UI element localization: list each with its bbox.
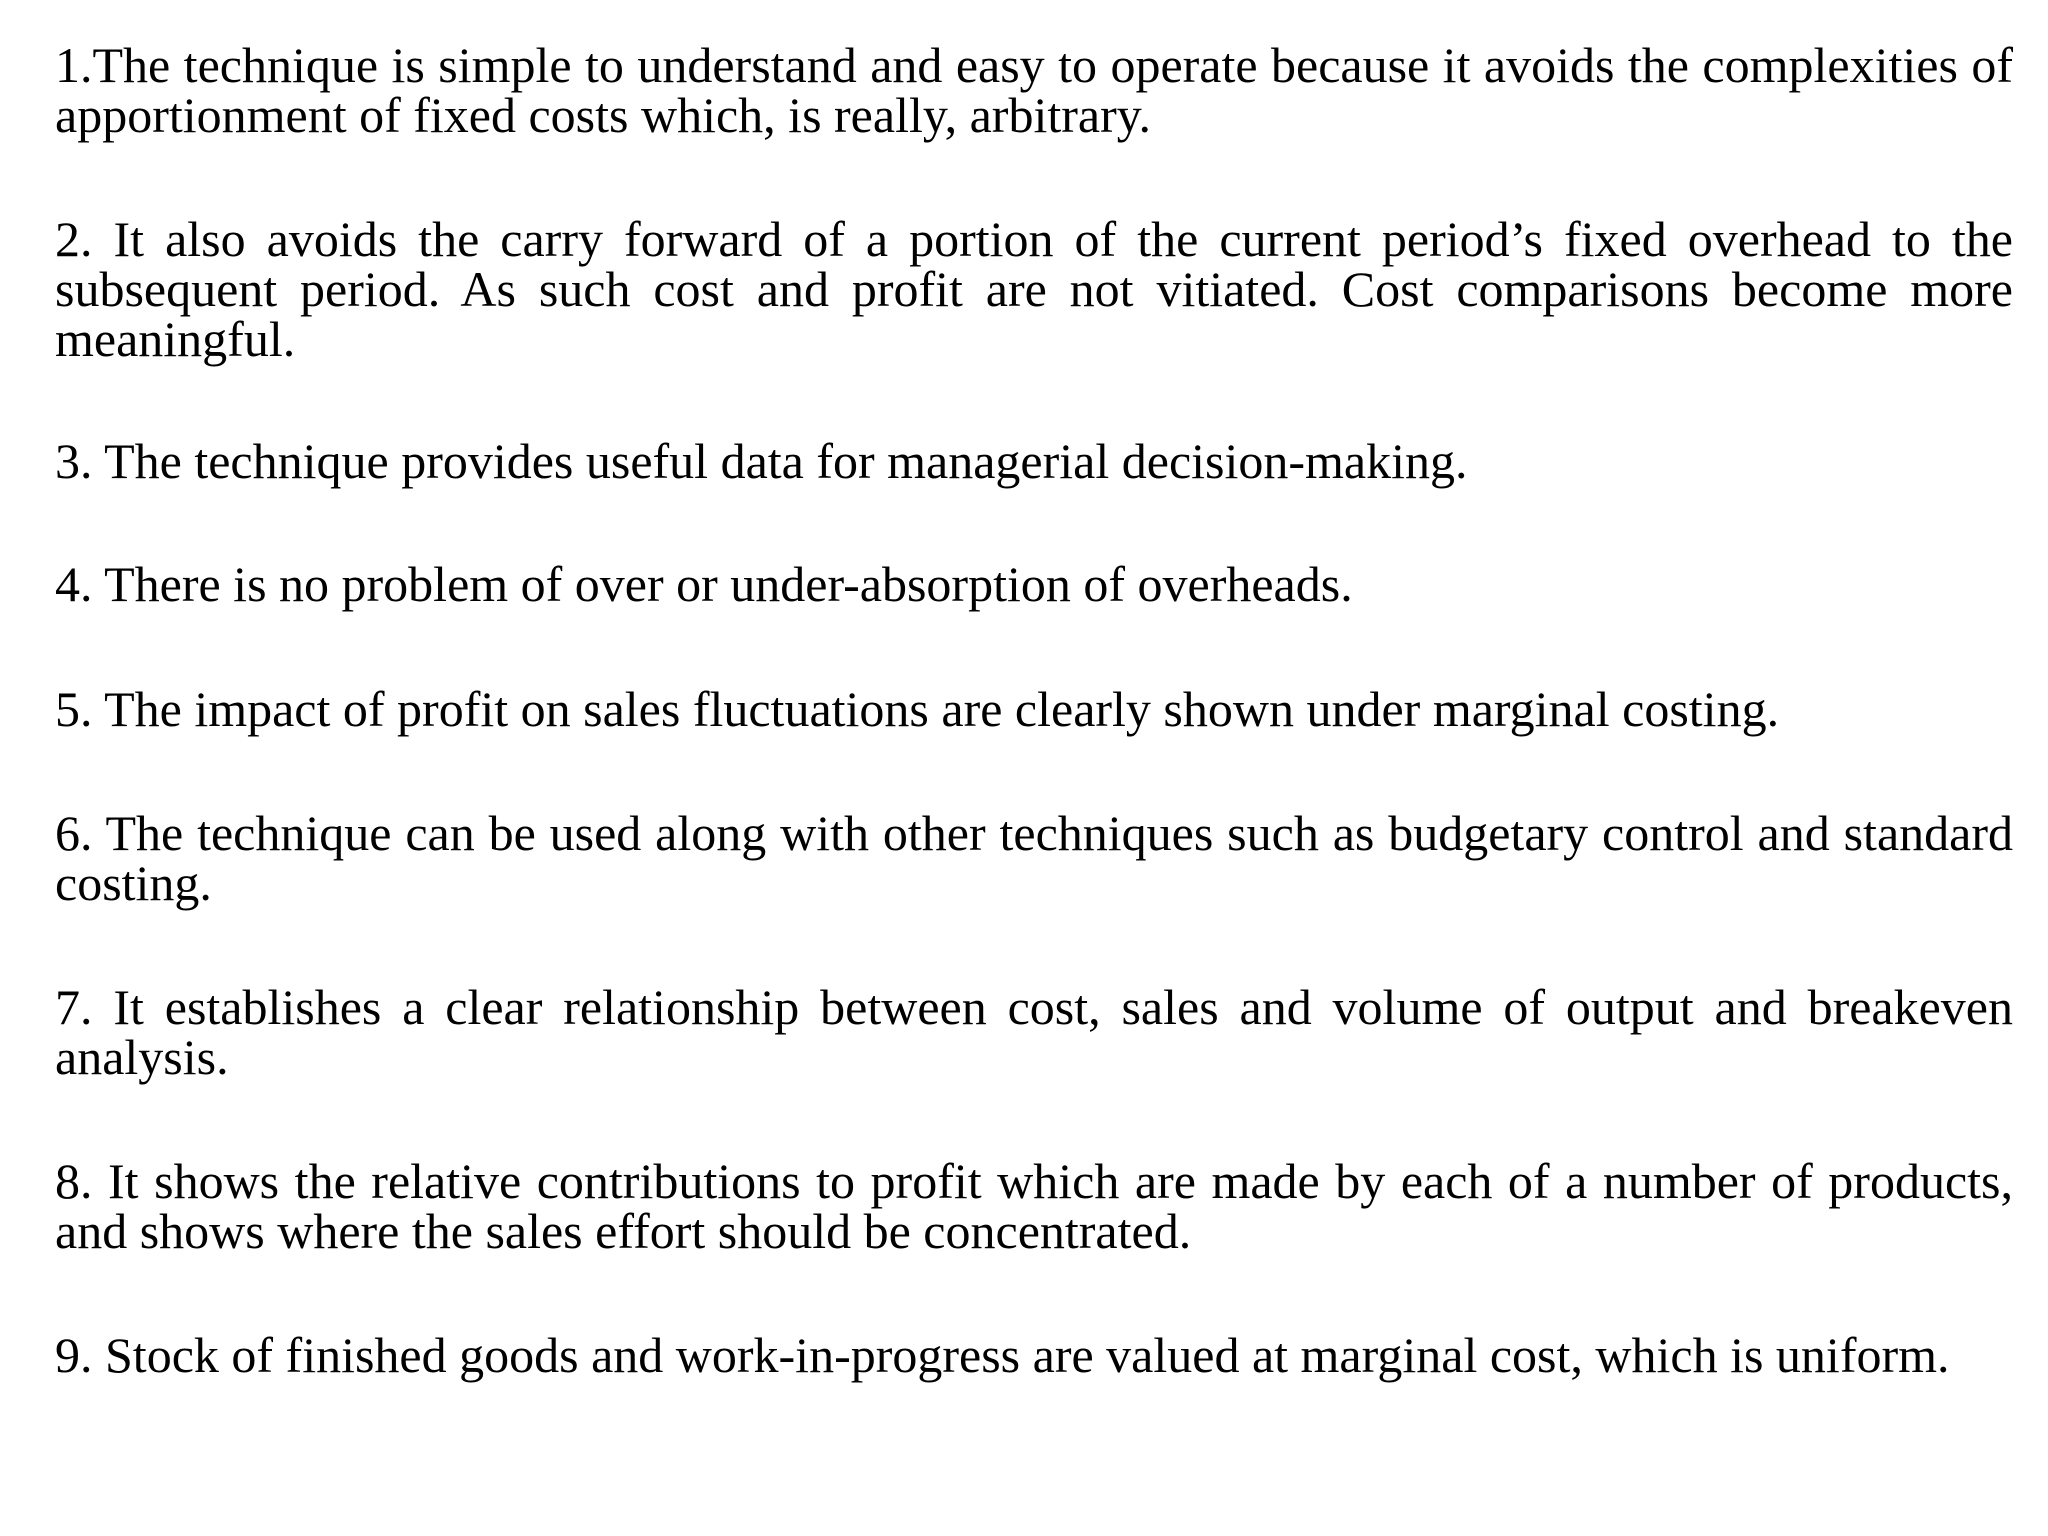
paragraph-3: 3. The technique provides useful data for managerial decision-making. bbox=[55, 433, 1468, 489]
paragraph-5: 5. The impact of profit on sales fluctuations are clearly shown under marginal costing. bbox=[55, 681, 1780, 737]
paragraph-2: 2. It also avoids the carry forward of a portion of the current period’s fixed overhead to the subsequent period. As such cost and profit are not vitiated. Cost comparisons become more meaningful. bbox=[55, 211, 2013, 367]
paragraph-6: 6. The technique can be used along with other techniques such as budgetary control and standard costing. bbox=[55, 805, 2013, 911]
paragraph-7: 7. It establishes a clear relationship between cost, sales and volume of output and breakeven analysis. bbox=[55, 979, 2013, 1085]
paragraph-8: 8. It shows the relative contributions to profit which are made by each of a number of products, and shows where the sales effort should be concentrated. bbox=[55, 1153, 2013, 1259]
paragraph-4: 4. There is no problem of over or under-absorption of overheads. bbox=[55, 556, 1353, 612]
paragraph-1: 1.The technique is simple to understand and easy to operate because it avoids the complexities of apportionment of fixed costs which, is really, arbitrary. bbox=[55, 37, 2013, 143]
paragraph-9: 9. Stock of finished goods and work-in-progress are valued at marginal cost, which is uniform. bbox=[55, 1327, 1950, 1383]
